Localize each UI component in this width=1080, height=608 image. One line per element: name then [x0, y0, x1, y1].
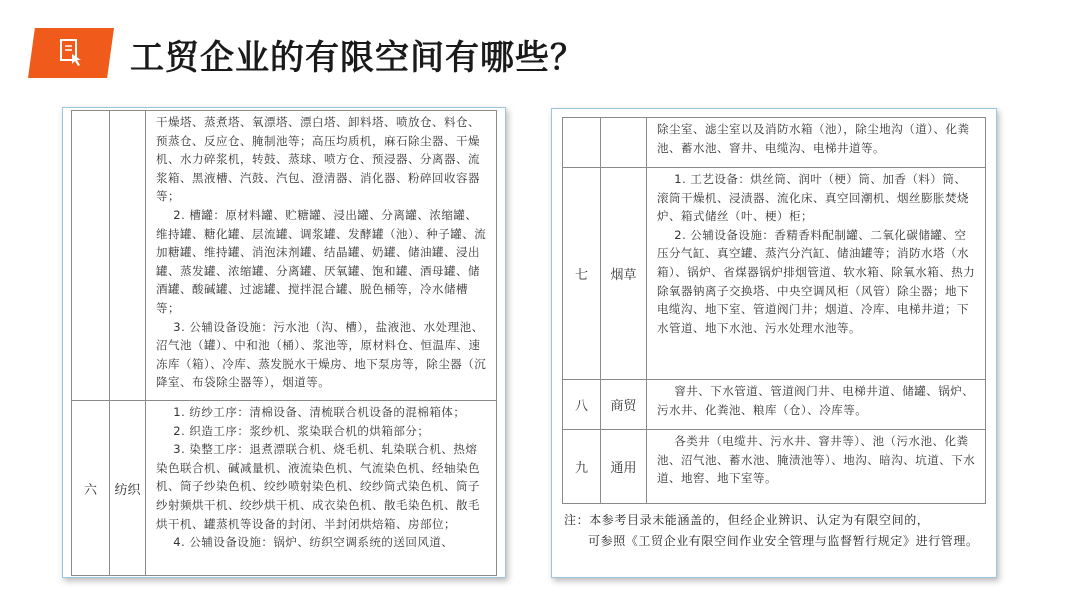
continued-cell: 除尘室、滤尘室以及消防水箱（池），除尘地沟（道）、化粪池、蓄水池、窨井、电缆沟、电梯井道等。	[647, 118, 986, 168]
list-item: 2. 织造工序：浆纱机、浆染联合机的烘箱部分；	[173, 423, 430, 438]
list-item: 3. 染整工序：退煮漂联合机、烧毛机、轧染联合机、热熔染色联合机、碱减量机、液流染色机、气流染色机、经轴染色机、筒子纱染色机、绞纱喷射染色机、绞纱筒式染色机、筒子纱射频烘干机、绞纱烘干机、成衣染色机、散毛染色机、散毛烘干机、罐蒸机等设备的封闭、半封闭烘焙箱、房部位；	[156, 442, 480, 531]
tobacco-items-cell	[647, 168, 986, 380]
continued-cell	[146, 111, 497, 401]
row-number: 六	[72, 401, 110, 576]
cont-paragraph: 3. 公辅设备设施：污水池（沟、槽），盐液池、水处理池、沼气池（罐）、中和池（桶）、浆池等，原材料仓、恒温库、速冻库（箱）、冷库、蒸发脱水干燥房、地下泵房等，除尘器（沉降室、布袋除尘器等），烟道等。	[156, 319, 487, 390]
cont-paragraph: 2. 槽罐：原材料罐、贮糖罐、浸出罐、分离罐、浓缩罐、维持罐、糖化罐、层流罐、调浆罐、发酵罐（池）、种子罐、流加糖罐、维持罐、消泡沫剂罐、结晶罐、奶罐、储油罐、浸出罐、蒸发罐、浓缩罐、分离罐、厌氧罐、饱和罐、酒母罐、储酒罐、酸碱罐、过滤罐、搅拌混合罐、脱色桶等，冷水储槽等；	[156, 207, 487, 315]
row-category: 商贸	[601, 380, 647, 430]
general-items-cell	[647, 430, 986, 504]
list-item: 4. 公辅设备设施：锅炉、纺织空调系统的送回风道、	[173, 535, 454, 550]
list-item: 各类井（电缆井、污水井、窨井等）、池（污水池、化粪池、沼气池、蓄水池、腌渍池等）、地沟、暗沟、坑道、下水道、地窖、地下室等。	[657, 434, 976, 486]
row-number: 七	[563, 168, 601, 380]
document-touch-icon	[58, 38, 86, 68]
cont-paragraph: 干燥塔、蒸煮塔、氧漂塔、漂白塔、卸料塔、喷放仓、料仓、预蒸仓、反应仓、腌制池等；高压均质机，麻石除尘器、干燥机、水力碎浆机，转鼓、蒸球、喷方仓、预浸器、分离器、流浆箱、黑液槽、汽鼓、汽包、澄清器、消化器、粉碎回收容器等；	[156, 115, 480, 204]
page-title: 工贸企业的有限空间有哪些？	[130, 38, 585, 78]
commerce-items-cell	[647, 380, 986, 430]
table-row-commerce	[563, 380, 986, 430]
list-item: 1. 工艺设备：烘丝筒、润叶（梗）筒、加香（料）筒、滚筒干燥机、浸渍器、流化床、真空回潮机、烟丝膨胀焚烧炉、箱式储丝（叶、梗）柜；	[657, 172, 969, 224]
list-item: 1. 纺纱工序：清棉设备、清梳联合机设备的混棉箱体；	[173, 405, 466, 419]
row-category: 通用	[601, 430, 647, 504]
textile-items-cell	[146, 401, 497, 576]
scanned-table-left	[62, 107, 506, 578]
table-row-textile	[72, 401, 497, 576]
table-row-continued	[563, 118, 986, 168]
row-category: 纺织	[110, 401, 146, 576]
list-item: 2. 公辅设备设施：香精香料配制罐、二氧化碳储罐、空压分气缸、真空罐、蒸汽分汽缸、储油罐等；消防水塔（水箱）、锅炉、省煤器锅炉排烟管道、软水箱、除氧水箱、热力除氧器钠离子交换塔、中央空调风柜（风管）除尘器；地下电缆沟、地下室、管道阀门井；烟道、冷库、电梯井道；下水管道、地下水池、污水处理水池等。	[657, 227, 976, 335]
scanned-table-right	[551, 108, 997, 578]
footnote-line: 可参照《工贸企业有限空间作业安全管理与监督暂行规定》进行管理。	[588, 534, 979, 548]
list-item: 窨井、下水管道、管道阀门井、电梯井道、储罐、锅炉、污水井、化粪池、粮库（仓）、冷库等。	[657, 384, 975, 417]
title-icon-badge	[28, 28, 114, 78]
row-number: 八	[563, 380, 601, 430]
footnote-line: 注：本参考目录未能涵盖的，但经企业辨识、认定为有限空间的，	[564, 513, 930, 527]
row-category: 烟草	[601, 168, 647, 380]
table-row-continued	[72, 111, 497, 401]
table-row-general	[563, 430, 986, 504]
table-footnote	[552, 504, 996, 552]
row-number: 九	[563, 430, 601, 504]
table-row-tobacco	[563, 168, 986, 380]
